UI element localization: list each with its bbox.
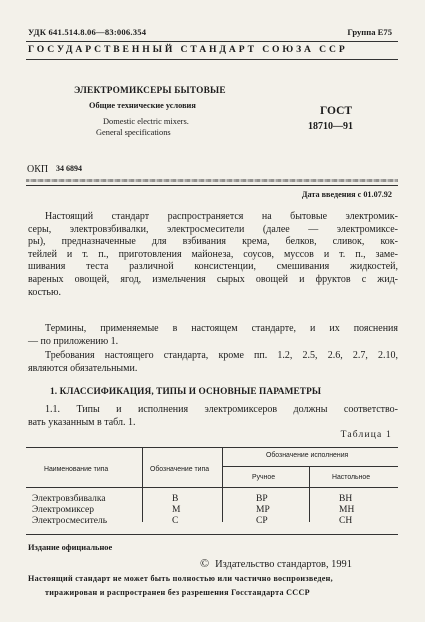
- header-type-name: Наименование типа: [44, 466, 109, 473]
- okp-rule: [26, 185, 398, 186]
- copyright: [200, 556, 352, 571]
- table-rule-top: [26, 447, 398, 448]
- text-line: ры), предназначенные для взбивания крема, белков, сливок, кок-: [28, 236, 398, 248]
- state-standard-banner: ГОСУДАРСТВЕННЫЙ СТАНДАРТ СОЮЗА ССР: [28, 44, 348, 55]
- table-cell-manual: МР: [256, 505, 270, 515]
- table-cell-manual: ВР: [256, 494, 268, 504]
- document-title-english: Domestic electric mixers.: [103, 117, 189, 126]
- text-line: — по приложению 1.: [28, 335, 119, 347]
- reproduction-notice: тиражирован и распространен без разрешения Госстандарта СССР: [45, 588, 310, 597]
- copyright-text: Издательство стандартов, 1991: [215, 559, 352, 570]
- udc-code: УДК 641.514.8.06—83:006.354: [28, 27, 147, 37]
- group-code: Группа Е75: [347, 27, 392, 37]
- text-line: 1.1. Типы и исполнения электромиксеров должны соответство-: [45, 404, 398, 415]
- table-cell-type: В: [172, 494, 179, 504]
- table-cell-tabletop: СН: [339, 516, 353, 526]
- text-line: шивания теста различной консистенции, смешивания жидкостей,: [28, 261, 398, 273]
- section-heading: 1. КЛАССИФИКАЦИЯ, ТИПЫ И ОСНОВНЫЕ ПАРАМЕТРЫ: [50, 387, 322, 397]
- okp-code: 34 6894: [56, 164, 82, 173]
- table-cell-tabletop: МН: [339, 505, 355, 515]
- table-rule-col2: [222, 447, 223, 522]
- text-line: Термины, применяемые в настоящем стандарте, и их пояснения: [45, 323, 398, 334]
- struck-through-line: [26, 179, 398, 182]
- text-line: тейлей и т. п., приготовления майонеза, соусов, муссов и т. п., заме-: [28, 248, 398, 260]
- terms-paragraph: [28, 323, 398, 348]
- text-line: костью.: [28, 286, 61, 298]
- table-rule-col3: [309, 466, 310, 522]
- header-rule-bottom: [26, 59, 398, 60]
- reproduction-notice: Настоящий стандарт не может быть полностью или частично воспроизведен,: [28, 574, 333, 583]
- text-line: вать указанным в табл. 1.: [28, 416, 136, 428]
- header-tabletop: Настольное: [332, 474, 371, 481]
- table-cell-name: Электромиксер: [32, 505, 94, 515]
- text-line: Настоящий стандарт распространяется на бытовые электромик-: [45, 211, 398, 222]
- table-cell-name: Электровзбивалка: [32, 494, 106, 504]
- table-rule-subheader: [222, 466, 398, 467]
- text-line: Требования настоящего стандарта, кроме пп. 1.2, 2.5, 2.6, 2.7, 2.10,: [45, 350, 398, 361]
- text-line: вареных овощей, ягод, измельчения сырых овощей и фруктов с жид-: [28, 273, 398, 285]
- gost-number: 18710—91: [308, 121, 353, 132]
- clause-1-1: [28, 404, 398, 430]
- text-line: серы, электровзбивалки, электросмесители (далее — электромиксе-: [28, 223, 398, 235]
- document-subtitle: Общие технические условия: [89, 101, 196, 110]
- introduction-date: Дата введения с 01.07.92: [301, 190, 392, 199]
- copyright-icon: ©: [200, 556, 210, 570]
- document-subtitle-english: General specifications: [96, 128, 171, 137]
- header-type-code: Обозначение типа: [150, 466, 210, 473]
- document-title: ЭЛЕКТРОМИКСЕРЫ БЫТОВЫЕ: [74, 86, 226, 96]
- table-rule-col1: [142, 447, 143, 522]
- table-cell-type: С: [172, 516, 179, 526]
- header-execution: Обозначение исполнения: [266, 452, 349, 459]
- text-line: являются обязательными.: [28, 362, 138, 374]
- table-cell-name: Электросмеситель: [32, 516, 108, 526]
- table-cell-type: М: [172, 505, 181, 515]
- table-rule-bottom: [26, 534, 398, 535]
- table-caption: Таблица 1: [340, 430, 392, 440]
- official-edition-label: Издание официальное: [28, 543, 113, 552]
- header-rule-top: [26, 41, 398, 42]
- gost-label: ГОСТ: [320, 105, 353, 117]
- table-cell-manual: СР: [256, 516, 268, 526]
- types-table: [26, 447, 398, 526]
- table-cell-tabletop: ВН: [339, 494, 353, 504]
- okp-label: ОКП: [27, 164, 49, 175]
- requirements-paragraph: [28, 350, 398, 375]
- header-manual: Ручное: [252, 474, 276, 481]
- scope-paragraph: [28, 211, 398, 299]
- table-rule-header: [26, 487, 398, 488]
